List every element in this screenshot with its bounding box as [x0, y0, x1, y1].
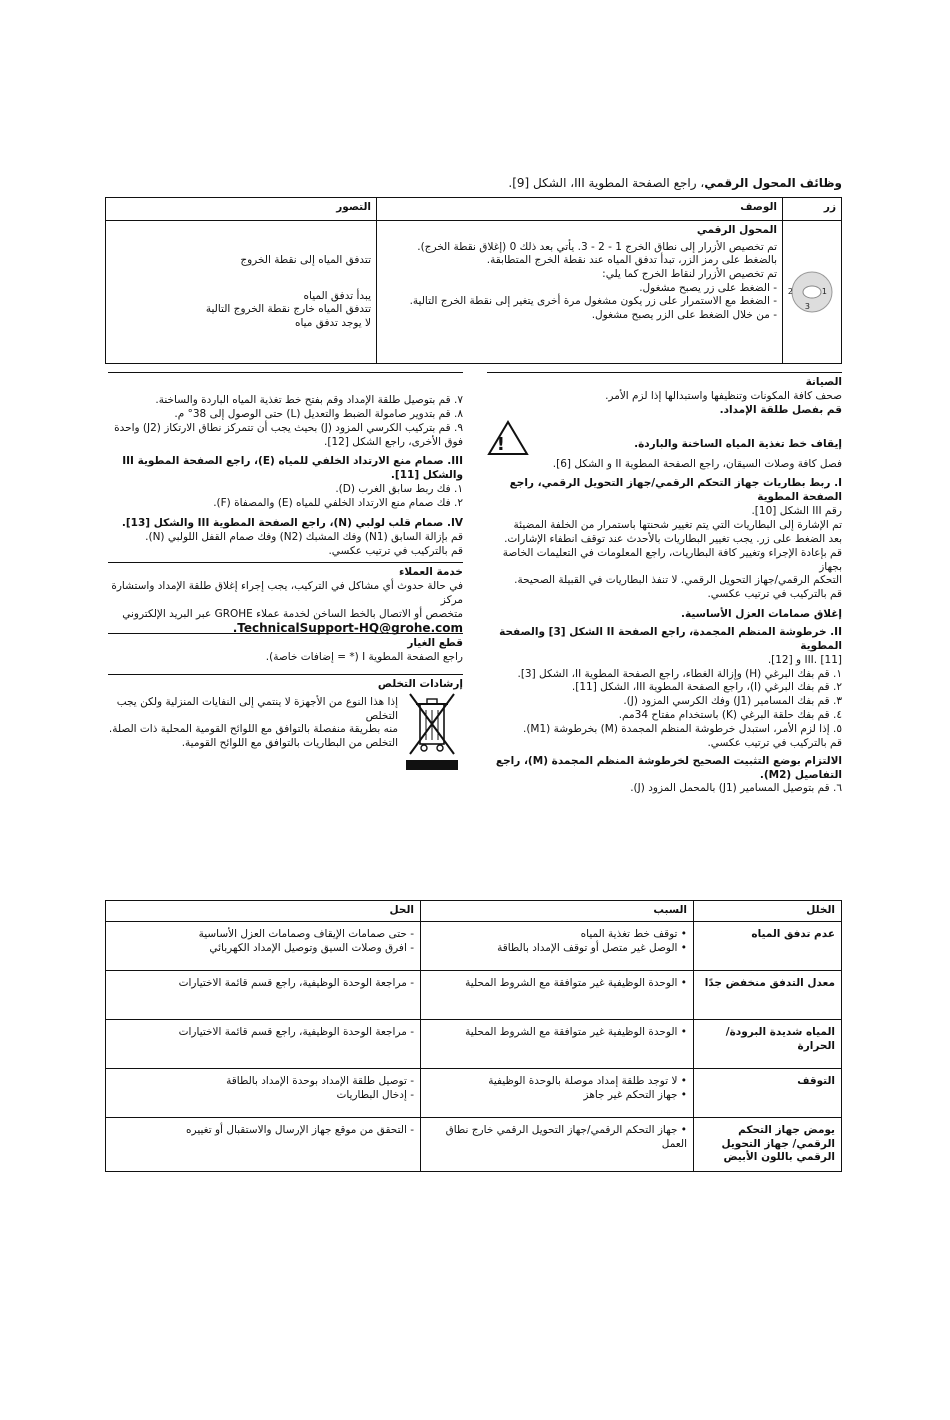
illustration-cell	[106, 221, 377, 364]
disposal-line: منه بطريقة منفصلة بالتوافق مع اللوائح القومية المحلية ذات الصلة.	[108, 723, 398, 736]
disposal-line: إذا هذا النوع من الأجهزة لا ينتمي إلى النفايات المنزلية ولكن يجب التخلص	[116, 696, 398, 722]
fault-cell: التوقف	[694, 1069, 842, 1118]
cause-cell	[421, 1069, 694, 1118]
fault-cell: المياه شديدة البرودة/الحرارة	[694, 1020, 842, 1069]
spare-rule	[108, 633, 463, 634]
s2-line: III. [11] و [12].	[767, 653, 842, 666]
remedy-header: الحل	[106, 901, 421, 922]
fault-cell: معدل التدفق منخفض جدًا	[694, 971, 842, 1020]
warning-title: إيقاف خط تغذية المياه الساخنة والباردة.	[634, 437, 842, 450]
cause-cell: • الوحدة الوظيفية غير متوافقة مع الشروط المحلية	[421, 1020, 694, 1069]
s1-title: I. ربط بطاريات جهاز التحكم الرقمي/جهاز التحويل الرقمي، راجع الصفحة المطوية	[509, 477, 842, 504]
remedy-line: - افرق وصلات السيق وتوصيل الإمداد الكهربائي	[209, 941, 414, 954]
maintenance-rule	[487, 372, 842, 373]
s4-line: قم بإزالة السابق (N1) وفك المشبك (N2) وفك صمام القفل اللولبي (N).	[145, 530, 463, 543]
service-title: خدمة العملاء	[398, 566, 463, 578]
col-illustration-header: التصور	[106, 198, 377, 221]
maintenance-step0: قم بفصل طلقة الإمداد.	[719, 403, 842, 416]
desc-line: - من خلال الضغط على الزر يصبح مشغول.	[591, 308, 777, 321]
s3-line: ١. فك ربط سابق الغرب (D).	[335, 483, 463, 496]
s2-title: II. خرطوشة المنظم المجمدة، راجع الصفحة II الشكل [3] والصفحة المطوية	[499, 626, 842, 652]
remedy-line: - توصيل طلقة الإمداد بوحدة الإمداد بالطاقة	[226, 1075, 414, 1087]
table-row	[106, 922, 842, 971]
s2-line: ٤. قم بفك حلقة البرغي (K) باستخدام مفتاح 34مم.	[618, 709, 842, 722]
step-a: ٧. قم بتوصيل طلقة الإمداد وقم بفتح خط تغذية المياه الباردة والساخنة.	[155, 394, 463, 406]
left-column	[108, 394, 463, 558]
spare-line: راجع الصفحة المطوية I (* = إضافات خاصة).	[265, 650, 463, 663]
s1-line: تم الإشارة إلى البطاريات التي يتم تغيير شحنتها باستمرار من الخلفة المضيئة	[513, 519, 842, 532]
digital-dial-cell	[783, 221, 842, 364]
fault-header: الخلل	[694, 901, 842, 922]
cause-cell: • الوحدة الوظيفية غير متوافقة مع الشروط المحلية	[421, 971, 694, 1020]
service-line: متخصص أو الاتصال بالخط الساخن لخدمة عملاء GROHE عبر البريد الإلكتروني	[122, 607, 463, 620]
functions-table	[105, 197, 842, 364]
support-email[interactable]: TechnicalSupport-HQ@grohe.com.	[232, 621, 463, 636]
s2-line: ٣. قم بفك المسامير (J1) وفك الكرسي المزود (J).	[623, 695, 842, 708]
s2b-title: الالتزام بوضع التثبيت الصحيح لخرطوشة المنظم المجمدة (M)، راجع التفاصيل (M2).	[495, 754, 842, 781]
remedy-cell: - مراجعة الوحدة الوظيفية، راجع قسم قائمة الاختيارات	[106, 971, 421, 1020]
crossed-bin-icon	[406, 690, 458, 772]
maintenance-title: الصيانة	[805, 376, 842, 388]
s3-line: ٢. فك صمام منع الارتداد الخلفي للمياه (E) والمصفاة (F).	[213, 497, 463, 510]
functions-heading	[508, 176, 842, 192]
cause-header: السبب	[421, 901, 694, 922]
service-rule	[108, 562, 463, 563]
s2-line: ٢. قم بفك البرغي (I)، راجع الصفحة المطوية III، الشكل [11].	[571, 681, 842, 694]
maintenance-section	[487, 376, 842, 796]
remedy-cell: - مراجعة الوحدة الوظيفية، راجع قسم قائمة الاختيارات	[106, 1020, 421, 1069]
maintenance-p1: فصل كافة وصلات السيقان، راجع الصفحة المطوية II و الشكل [6].	[552, 457, 842, 470]
dial-label-3: 3	[804, 302, 810, 311]
remedy-line: - إدخال البطاريات	[336, 1088, 414, 1101]
step-a: ٨. قم بتدوير صامولة الضبط والتعديل (L) حتى الوصول إلى 38° م.	[174, 407, 463, 420]
s2-line: ١. قم بفك البرغي (H) وإزالة الغطاء، راجع الصفحة المطوية II، الشكل [3].	[517, 667, 842, 680]
remedy-cell	[106, 1069, 421, 1118]
dial-label-1: 1	[821, 287, 827, 296]
illus-line: لا يوجد تدفق مياه	[294, 316, 371, 329]
desc-line: تم تخصيص الأزرار لنقاط الخرج كما يلي:	[602, 267, 777, 280]
desc-line: تم تخصيص الأزرار إلى نطاق الخرج 1 - 2 - 3. يأتي بعد ذلك 0 (إغلاق نقطة الخرج).	[417, 240, 777, 253]
table-row	[106, 1118, 842, 1172]
digital-dial-description	[377, 221, 783, 364]
illus-line: تتدفق المياه إلى نقطة الخروج	[240, 254, 371, 266]
s2-intro: إغلاق صمامات العزل الأساسية.	[681, 608, 842, 621]
col-key-header: زر	[783, 198, 842, 221]
left-rule	[108, 372, 463, 373]
illus-line: تتدفق المياه خارج نقطة الخروج التالية	[205, 303, 371, 316]
functions-heading-rest: ، راجع الصفحة المطوية III، الشكل [9].	[508, 176, 705, 190]
illus-line: يبدأ تدفق المياه	[303, 289, 371, 302]
spare-title: قطع الغيار	[407, 637, 463, 649]
s1-line: رقم III الشكل [10].	[751, 505, 842, 518]
service-section	[108, 566, 463, 637]
desc-line: - الضغط مع الاستمرار على زر يكون مشغول مرة أخرى يتغير إلى نقطة الخرج التالية.	[409, 295, 777, 308]
fault-cell: عدم تدفق المياه	[694, 922, 842, 971]
cause-cell	[421, 922, 694, 971]
col-desc-header: الوصف	[377, 198, 783, 221]
s4-title: IV. صمام قلب لولبي (N)، راجع الصفحة المطوية III والشكل [13].	[121, 516, 463, 529]
s2-line: قم بالتركيب في ترتيب عكسي.	[707, 736, 842, 749]
table-row	[106, 1020, 842, 1069]
digital-dial-icon	[787, 263, 837, 321]
s1-line: التحكم الرقمي/جهاز التحويل الرقمي. لا تنفذ البطاريات في القبيلة الصحيحة.	[514, 574, 842, 587]
cause-cell: • جهاز التحكم الرقمي/جهاز التحويل الرقمي خارج نطاق العمل	[421, 1118, 694, 1172]
spare-section	[108, 637, 463, 665]
table-row	[106, 1069, 842, 1118]
step-a: فوق الأخرى، راجع الشكل [12].	[324, 435, 463, 448]
warning-block	[487, 418, 842, 458]
functions-heading-bold: وظائف المحول الرقمي	[704, 176, 842, 190]
cause-line: • الوصل غير متصل أو توقف الإمداد بالطاقة	[497, 941, 687, 954]
desc-line: بالضغط على رمز الزر، تبدأ تدفق المياه عند نقطة الخرج المتطابقة.	[486, 254, 777, 267]
disposal-line: التخلص من البطاريات بالتوافق مع اللوائح القومية.	[181, 736, 398, 749]
s4-line: قم بالتركيب في ترتيب عكسي.	[328, 544, 463, 557]
table-row	[106, 971, 842, 1020]
cause-line: • لا توجد طلقة إمداد موصلة بالوحدة الوظيفية	[488, 1075, 687, 1087]
s2b-line: ٦. قم بتوصيل المسامير (J1) بالمحمل المزود (J).	[630, 782, 842, 795]
s1-line: قم بإعادة الإجراء وتغيير كافة البطاريات، راجع المعلومات في التعليمات الخاصة بجهاز	[502, 546, 842, 573]
disposal-text	[108, 696, 398, 751]
s1-line: قم بالتركيب في ترتيب عكسي.	[707, 588, 842, 601]
s3-title: III. صمام منع الارتداد الخلفي للمياه (E)، راجع الصفحة المطوية III والشكل [11].	[122, 455, 463, 482]
fault-cell: يومض جهاز التحكم الرقمي/ جهاز التحويل الرقمي باللون الأبيض	[694, 1118, 842, 1172]
step-a: ٩. قم بتركيب الكرسي المزود (J) بحيث يجب أن تتمركز نطاق الارتكاز (J2) واحدة	[114, 421, 463, 434]
disposal-title: إرشادات التخلص	[377, 678, 463, 690]
remedy-line: - حتى صمامات الإيقاف وصمامات العزل الأساسية	[198, 928, 414, 940]
desc-title: المحول الرقمي	[696, 224, 777, 236]
disposal-rule	[108, 674, 463, 675]
warning-mark: !	[496, 433, 505, 455]
desc-line: - الضغط على زر يصبح مشغول.	[639, 281, 777, 294]
troubleshooting-table	[105, 900, 842, 1172]
s2-line: ٥. إذا لزم الأمر، استبدل خرطوشة المنظم المجمدة (M) بخرطوشة (M1).	[522, 723, 842, 736]
dial-label-2: 2	[787, 287, 793, 296]
cause-line: • جهاز التحكم غير جاهز	[583, 1088, 687, 1101]
maintenance-intro: صحف كافة المكونات وتنظيفها واستبدالها إذا لزم الأمر.	[605, 389, 842, 402]
s1-line: بعد الضغط على زر. يجب تغيير البطاريات بالأحدث عند توقف انطفاء الإشارات.	[504, 532, 842, 545]
warning-triangle-icon	[487, 420, 529, 456]
service-line: في حالة حدوث أي مشاكل في التركيب، يجب إجراء إغلاق طلقة الإمداد واستشارة مركز	[111, 579, 463, 606]
remedy-cell	[106, 922, 421, 971]
cause-line: • توقف خط تغذية المياه	[580, 928, 687, 940]
remedy-cell: - التحقق من موقع جهاز الإرسال والاستقبال أو تغييره	[106, 1118, 421, 1172]
